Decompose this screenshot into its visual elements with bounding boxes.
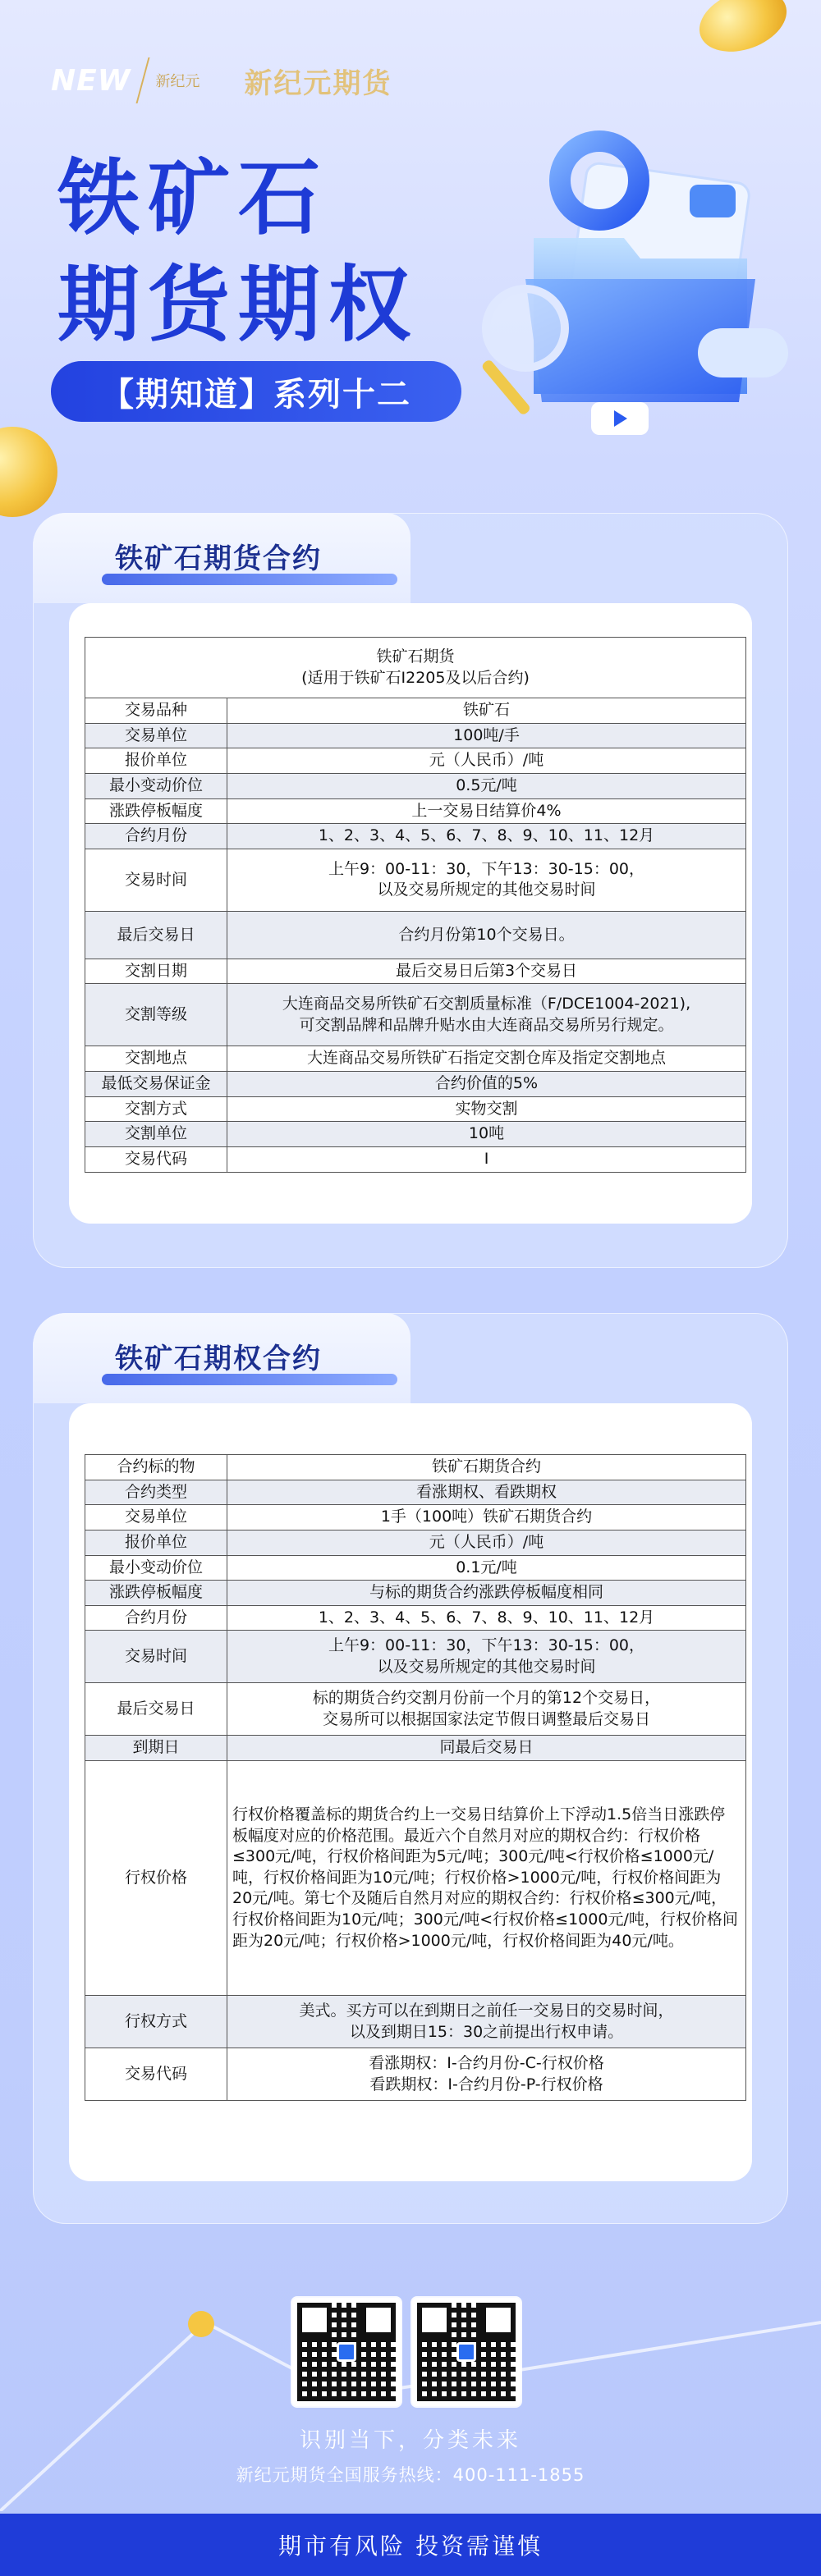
row-value-line2: 以及到期日15：30之前提出行权申请。 (349, 2022, 624, 2041)
row-value (227, 849, 746, 911)
row-value: 最后交易日后第3个交易日 (227, 959, 746, 984)
table-row (85, 911, 746, 959)
row-value: 1、2、3、4、5、6、7、8、9、10、11、12月 (227, 1605, 746, 1631)
row-value: 100吨/手 (227, 723, 746, 748)
row-value-line2: 可交割品牌和品牌升贴水由大连商品交易所另行规定。 (299, 1015, 674, 1034)
logo-small-text: 新纪元 (155, 73, 200, 90)
hotline-text: 新纪元期货全国服务热线：400-111-1855 (236, 2465, 585, 2485)
table-row (85, 698, 746, 724)
row-value: 与标的期货合约涨跌停板幅度相同 (227, 1581, 746, 1606)
table-row (85, 1147, 746, 1173)
row-label: 最小变动价位 (85, 1555, 227, 1581)
row-label: 最后交易日 (85, 911, 227, 959)
table-head-note: (适用于铁矿石I2205及以后合约) (301, 668, 530, 687)
brand-name: 新纪元期货 (244, 66, 392, 100)
row-value (227, 1631, 746, 1683)
table-row (85, 1480, 746, 1505)
hero-title-line2: 期货期权 (57, 257, 419, 353)
table-row (85, 773, 746, 798)
qr-code-left[interactable] (292, 2298, 401, 2406)
qr-code-icon (417, 2303, 516, 2401)
table-row (85, 959, 746, 984)
row-value: 合约月份第10个交易日。 (227, 911, 746, 959)
logo-divider (136, 57, 150, 103)
row-label: 行权价格 (85, 1761, 227, 1996)
row-label: 交割单位 (85, 1122, 227, 1147)
table-row (85, 824, 746, 849)
options-section-title: 铁矿石期权合约 (115, 1343, 322, 1375)
table-row (85, 1631, 746, 1683)
table-row (85, 1555, 746, 1581)
row-label: 交割方式 (85, 1096, 227, 1122)
row-label: 最小变动价位 (85, 773, 227, 798)
row-value: 0.1元/吨 (227, 1555, 746, 1581)
row-label: 报价单位 (85, 1530, 227, 1555)
row-value (227, 1683, 746, 1736)
folder-illustration-icon (476, 123, 805, 451)
table-row (85, 1736, 746, 1761)
table-row (85, 1046, 746, 1072)
row-label: 交易单位 (85, 723, 227, 748)
row-value (227, 1996, 746, 2048)
table-row (85, 2048, 746, 2101)
row-value: 元（人民币）/吨 (227, 1530, 746, 1555)
row-label: 合约月份 (85, 1605, 227, 1631)
logo-new-text: NEW (51, 63, 131, 98)
logo (51, 57, 392, 103)
row-label: 最低交易保证金 (85, 1072, 227, 1097)
row-value: 合约价值的5% (227, 1072, 746, 1097)
row-value-line2: 以及交易所规定的其他交易时间 (377, 881, 596, 899)
row-value: 10吨 (227, 1122, 746, 1147)
row-value-line1: 上午9：00-11：30，下午13：30-15：00， (328, 1636, 645, 1655)
row-label: 合约类型 (85, 1480, 227, 1505)
row-label: 交易代码 (85, 1147, 227, 1173)
row-value-line2: 看跌期权：I-合约月份-P-行权价格 (369, 2075, 603, 2093)
table-row (85, 1530, 746, 1555)
qr-code-icon (297, 2303, 396, 2401)
row-label: 涨跌停板幅度 (85, 1581, 227, 1606)
risk-warning-bar: 期市有风险 投资需谨慎 (0, 2514, 821, 2576)
row-value: 上一交易日结算价4% (227, 798, 746, 824)
row-label: 交易单位 (85, 1505, 227, 1531)
row-label: 交割地点 (85, 1046, 227, 1072)
row-value: 实物交割 (227, 1096, 746, 1122)
row-label: 交易品种 (85, 698, 227, 724)
row-label: 交易时间 (85, 849, 227, 911)
row-value: 行权价格覆盖标的期货合约上一交易日结算价上下浮动1.5倍当日涨跌停板幅度对应的价格范围。最近六个自然月对应的期权合约：行权价格≤300元/吨，行权价格间距为5元/吨；300元/吨<行权价格≤1000元/吨，行权价格间距为10元/吨；行权价格>1000元/吨，行权价格间距为20元/吨。第七个及随后自然月对应的期权合约：行权价格≤300元/吨，行权价格间距为10元/吨；300元/吨<行权价格≤1000元/吨，行权价格间距为20元/吨；行权价格>1000元/吨，行权价格间距为40元/吨。 (227, 1761, 746, 1996)
row-value: 1、2、3、4、5、6、7、8、9、10、11、12月 (227, 824, 746, 849)
row-label: 最后交易日 (85, 1683, 227, 1736)
row-value-line1: 美式。买方可以在到期日之前任一交易日的交易时间， (299, 2001, 674, 2020)
row-value: 铁矿石 (227, 698, 746, 724)
table-row (85, 1096, 746, 1122)
row-label: 交易代码 (85, 2048, 227, 2101)
row-value: 看涨期权、看跌期权 (227, 1480, 746, 1505)
qr-code-right[interactable] (412, 2298, 521, 2406)
row-label: 行权方式 (85, 1996, 227, 2048)
futures-section-title: 铁矿石期货合约 (115, 542, 322, 575)
table-row (85, 798, 746, 824)
table-header-cell (85, 638, 746, 698)
row-value: 铁矿石期货合约 (227, 1455, 746, 1480)
table-row (85, 723, 746, 748)
row-value: I (227, 1147, 746, 1173)
table-row (85, 984, 746, 1046)
coin-icon (690, 0, 795, 63)
table-row (85, 1761, 746, 1996)
row-value: 1手（100吨）铁矿石期货合约 (227, 1505, 746, 1531)
row-value (227, 984, 746, 1046)
table-row (85, 1581, 746, 1606)
table-row (85, 1505, 746, 1531)
qr-logo-icon (456, 2342, 476, 2362)
row-value-line1: 看涨期权：I-合约月份-C-行权价格 (369, 2053, 604, 2072)
row-label: 报价单位 (85, 748, 227, 774)
qr-logo-icon (337, 2342, 356, 2362)
row-value-line2: 以及交易所规定的其他交易时间 (377, 1657, 596, 1676)
subtitle-pill: 【期知道】系列十二 (51, 361, 461, 422)
hero-title-line1: 铁矿石 (57, 150, 328, 246)
row-value-line1: 上午9：00-11：30，下午13：30-15：00， (328, 859, 645, 878)
table-row (85, 1605, 746, 1631)
table-row (85, 849, 746, 911)
row-value-line1: 标的期货合约交割月份前一个月的第12个交易日， (312, 1689, 661, 1708)
slogan-text: 识别当下，分类未来 (299, 2428, 521, 2453)
row-value: 大连商品交易所铁矿石指定交割仓库及指定交割地点 (227, 1046, 746, 1072)
table-row (85, 1122, 746, 1147)
row-label: 合约标的物 (85, 1455, 227, 1480)
row-label: 交易时间 (85, 1631, 227, 1683)
table-row (85, 1455, 746, 1480)
coin-icon (0, 427, 57, 517)
table-row (85, 1072, 746, 1097)
futures-table (85, 637, 746, 1173)
table-head-title: 铁矿石期货 (376, 647, 455, 666)
row-value-line1: 大连商品交易所铁矿石交割质量标准（F/DCE1004-2021), (282, 995, 691, 1013)
row-value: 同最后交易日 (227, 1736, 746, 1761)
row-value: 元（人民币）/吨 (227, 748, 746, 774)
row-label: 合约月份 (85, 824, 227, 849)
table-row (85, 1996, 746, 2048)
row-value: 0.5元/吨 (227, 773, 746, 798)
row-value-line2: 交易所可以根据国家法定节假日调整最后交易日 (322, 1709, 650, 1728)
options-table (85, 1454, 746, 2101)
row-label: 交割日期 (85, 959, 227, 984)
table-row (85, 748, 746, 774)
row-label: 涨跌停板幅度 (85, 798, 227, 824)
table-row (85, 638, 746, 698)
table-row (85, 1683, 746, 1736)
row-label: 交割等级 (85, 984, 227, 1046)
row-value (227, 2048, 746, 2101)
row-label: 到期日 (85, 1736, 227, 1761)
